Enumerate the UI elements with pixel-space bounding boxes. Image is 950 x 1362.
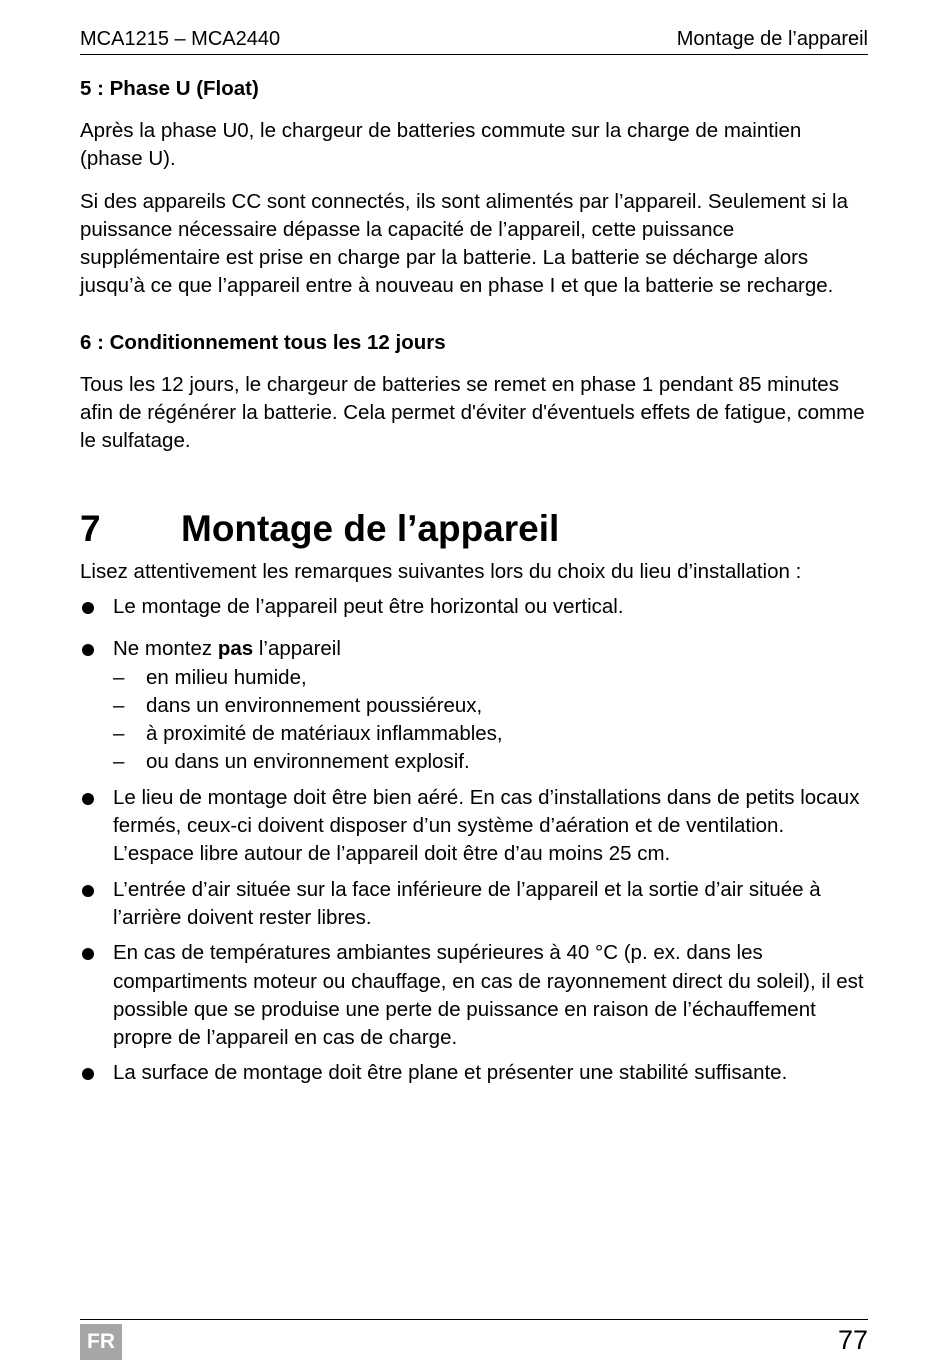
header-right: Montage de l’appareil bbox=[676, 28, 868, 50]
bullet-item bbox=[80, 1059, 868, 1087]
bullet-item bbox=[80, 784, 868, 869]
bullet-text: Le montage de l’appareil peut être horizontal ou vertical. bbox=[113, 594, 624, 618]
bullet-dot-icon bbox=[82, 885, 94, 897]
dash-text: en milieu humide, bbox=[146, 665, 307, 689]
dash-text: dans un environnement poussiéreux, bbox=[146, 693, 483, 717]
page-number: 77 bbox=[837, 1325, 868, 1355]
section-6-title: 6 : Conditionnement tous les 12 jours bbox=[80, 330, 446, 354]
dash-text: ou dans un environnement explosif. bbox=[146, 750, 470, 774]
language-badge: FR bbox=[80, 1324, 122, 1360]
bullet-item bbox=[80, 593, 868, 621]
chapter-heading bbox=[80, 506, 868, 552]
bullet-text: En cas de températures ambiantes supérieures à 40 °C (p. ex. dans les compartiments moteur ou chauffage, en cas de rayonnement direct du soleil), il est possible que se produise une perte de puissance en raison de l’échauffement propre de l’appareil en cas de charge. bbox=[113, 941, 864, 1050]
dash-list bbox=[113, 664, 868, 777]
section-6-paragraph: Tous les 12 jours, le chargeur de batteries se remet en phase 1 pendant 85 minutes afin de régénérer la batterie. Cela permet d'éviter d'éventuels effets de fatigue, comme le sulfatage. bbox=[80, 372, 865, 453]
dash-item bbox=[113, 748, 868, 776]
bullet-text-pre: Ne montez bbox=[113, 637, 218, 661]
bullet-item bbox=[80, 876, 868, 933]
dash-text: à proximité de matériaux inflammables, bbox=[146, 722, 503, 746]
bullet-item bbox=[80, 939, 868, 1052]
bullet-text-post: l’appareil bbox=[253, 637, 341, 661]
chapter-title: Montage de l’appareil bbox=[181, 507, 560, 549]
dash-icon: – bbox=[113, 722, 125, 746]
section-5-paragraph-2: Si des appareils CC sont connectés, ils sont alimentés par l’appareil. Seulement si la puissance nécessaire dépasse la capacité de l’appareil, cette puissance supplémentaire est prise en charge par la batterie. La batterie se décharge alors jusqu’à ce que l’appareil entre à nouveau en phase I et que la batterie se recharge. bbox=[80, 189, 848, 298]
bullet-item bbox=[80, 635, 868, 776]
bullet-text: Le lieu de montage doit être bien aéré. En cas d’installations dans de petits locaux fermés, ceux-ci doivent disposer d’un système d’aération et de ventilation. L’espace libre autour de l’appareil doit être d’au moins 25 cm. bbox=[113, 785, 860, 866]
page-header bbox=[80, 26, 868, 52]
bullet-dot-icon bbox=[82, 793, 94, 805]
section-5-title: 5 : Phase U (Float) bbox=[80, 77, 259, 100]
bullet-text: L’entrée d’air située sur la face inférieure de l’appareil et la sortie d’air située à l’arrière doivent rester libres. bbox=[113, 877, 821, 929]
section-5-paragraph-1: Après la phase U0, le chargeur de batteries commute sur la charge de maintien (phase U). bbox=[80, 119, 802, 171]
header-rule bbox=[80, 54, 868, 55]
page-content bbox=[80, 75, 868, 1088]
header-left: MCA1215 – MCA2440 bbox=[80, 28, 281, 50]
bullet-dot-icon bbox=[82, 644, 94, 656]
bullet-text-bold: pas bbox=[217, 637, 254, 661]
bullet-dot-icon bbox=[82, 1068, 94, 1080]
chapter-number: 7 bbox=[80, 507, 101, 549]
dash-icon: – bbox=[113, 693, 125, 717]
bullet-list bbox=[80, 593, 868, 1088]
chapter-intro: Lisez attentivement les remarques suivantes lors du choix du lieu d’installation : bbox=[80, 559, 802, 583]
dash-icon: – bbox=[113, 750, 125, 774]
dash-item bbox=[113, 692, 868, 720]
bullet-text bbox=[113, 637, 341, 660]
dash-item bbox=[113, 664, 868, 692]
bullet-dot-icon bbox=[82, 602, 94, 614]
dash-item bbox=[113, 720, 868, 748]
bullet-dot-icon bbox=[82, 948, 94, 960]
dash-icon: – bbox=[113, 665, 125, 689]
bullet-text: La surface de montage doit être plane et présenter une stabilité suffisante. bbox=[113, 1061, 788, 1085]
footer-rule bbox=[80, 1319, 868, 1320]
